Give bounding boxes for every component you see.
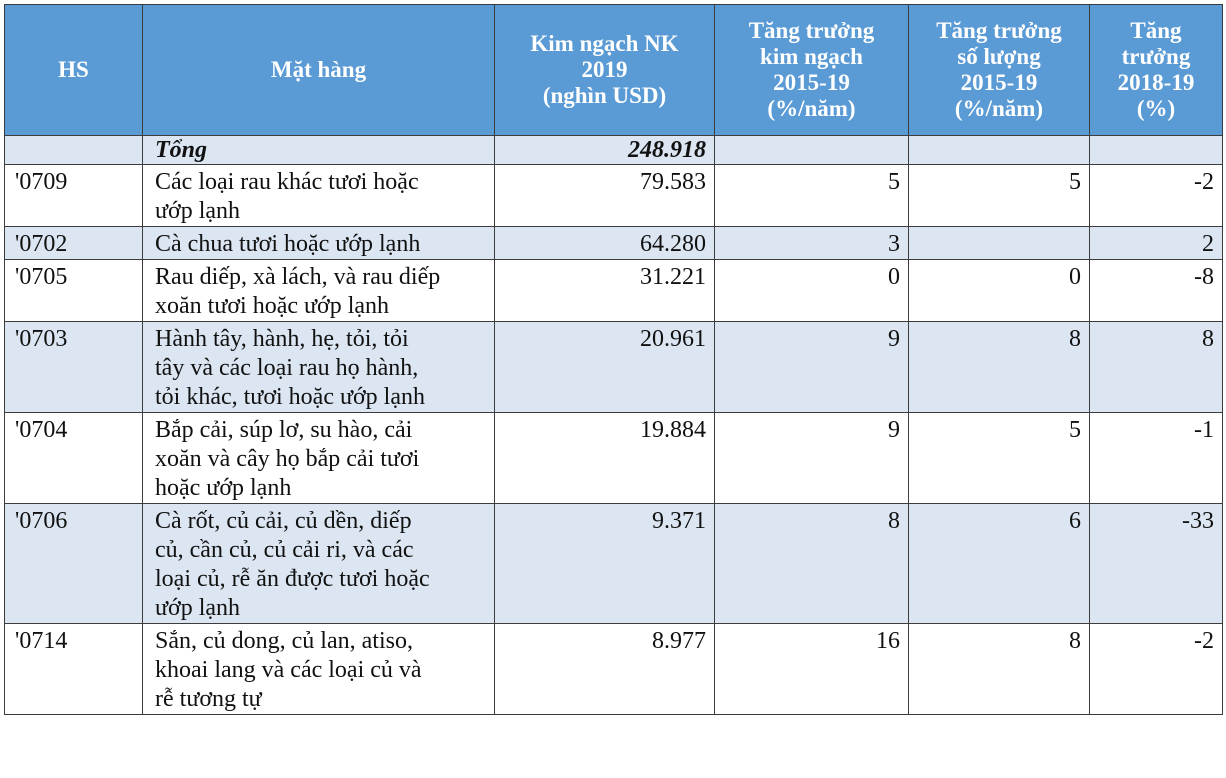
item-name-line: Cà rốt, củ cải, củ dền, diếp [155, 508, 412, 534]
item-name-cell [143, 504, 495, 624]
item-name-line: Sắn, củ dong, củ lan, atiso, [155, 628, 413, 654]
table-row [5, 413, 1223, 504]
table-row [5, 504, 1223, 624]
value-growth-cell: 5 [715, 165, 909, 227]
growth-2018-19-cell: -8 [1090, 260, 1223, 322]
growth-2018-19-cell: -33 [1090, 504, 1223, 624]
growth-2018-19-cell: 2 [1090, 227, 1223, 260]
value-growth-cell: 9 [715, 413, 909, 504]
item-name-line: củ, cần củ, củ cải ri, và các [155, 537, 414, 563]
total-value-growth-cell [715, 136, 909, 165]
hs-code-cell: '0704 [5, 413, 143, 504]
total-quantity-growth-cell [909, 136, 1090, 165]
total-hs-cell [5, 136, 143, 165]
table-row [5, 624, 1223, 715]
quantity-growth-cell: 5 [909, 413, 1090, 504]
import-value-cell: 8.977 [495, 624, 715, 715]
import-value-cell: 9.371 [495, 504, 715, 624]
item-name-cell [143, 624, 495, 715]
table-row [5, 227, 1223, 260]
item-name-line: Các loại rau khác tươi hoặc [155, 169, 419, 195]
table-row [5, 260, 1223, 322]
import-table-container [4, 4, 1222, 715]
item-name-line: rễ tương tự [155, 686, 262, 712]
total-label: Tổng [143, 136, 495, 165]
total-value: 248.918 [495, 136, 715, 165]
growth-2018-19-cell: -2 [1090, 165, 1223, 227]
import-value-cell: 31.221 [495, 260, 715, 322]
value-growth-cell: 3 [715, 227, 909, 260]
hs-code-cell: '0703 [5, 322, 143, 413]
item-name-line: tây và các loại rau họ hành, [155, 355, 419, 381]
item-name-cell [143, 260, 495, 322]
import-table [4, 4, 1223, 715]
import-value-cell: 20.961 [495, 322, 715, 413]
growth-2018-19-cell: 8 [1090, 322, 1223, 413]
item-name-line: khoai lang và các loại củ và [155, 657, 422, 683]
import-value-cell: 19.884 [495, 413, 715, 504]
hs-code-cell: '0709 [5, 165, 143, 227]
quantity-growth-cell: 8 [909, 624, 1090, 715]
header-row [5, 5, 1223, 136]
total-row [5, 136, 1223, 165]
item-name-line: Rau diếp, xà lách, và rau diếp [155, 264, 441, 290]
item-name-line: Bắp cải, súp lơ, su hào, cải [155, 417, 413, 443]
quantity-growth-cell [909, 227, 1090, 260]
import-value-cell: 79.583 [495, 165, 715, 227]
hs-code-cell: '0705 [5, 260, 143, 322]
hs-code-cell: '0702 [5, 227, 143, 260]
item-name-line: ướp lạnh [155, 595, 241, 621]
item-name-line: ướp lạnh [155, 198, 241, 224]
value-growth-cell: 0 [715, 260, 909, 322]
item-name-line: xoăn tươi hoặc ướp lạnh [155, 293, 390, 319]
growth-2018-19-cell: -1 [1090, 413, 1223, 504]
quantity-growth-cell: 6 [909, 504, 1090, 624]
value-growth-cell: 16 [715, 624, 909, 715]
item-name-cell [143, 413, 495, 504]
hs-code-cell: '0706 [5, 504, 143, 624]
item-name-line: hoặc ướp lạnh [155, 475, 292, 501]
item-name-cell [143, 322, 495, 413]
header-import-value: Kim ngạch NK 2019 (nghìn USD) [495, 5, 715, 136]
value-growth-cell: 9 [715, 322, 909, 413]
header-growth-2018-19: Tăng trưởng 2018-19 (%) [1090, 5, 1223, 136]
item-name-line: Cà chua tươi hoặc ướp lạnh [155, 231, 421, 257]
quantity-growth-cell: 5 [909, 165, 1090, 227]
item-name-cell [143, 165, 495, 227]
table-row [5, 322, 1223, 413]
item-name-cell [143, 227, 495, 260]
total-growth-cell [1090, 136, 1223, 165]
growth-2018-19-cell: -2 [1090, 624, 1223, 715]
header-value-growth: Tăng trưởng kim ngạch 2015-19 (%/năm) [715, 5, 909, 136]
value-growth-cell: 8 [715, 504, 909, 624]
item-name-line: xoăn và cây họ bắp cải tươi [155, 446, 420, 472]
quantity-growth-cell: 8 [909, 322, 1090, 413]
quantity-growth-cell: 0 [909, 260, 1090, 322]
item-name-line: tỏi khác, tươi hoặc ướp lạnh [155, 384, 425, 410]
header-hs: HS [5, 5, 143, 136]
header-quantity-growth: Tăng trưởng số lượng 2015-19 (%/năm) [909, 5, 1090, 136]
item-name-line: loại củ, rễ ăn được tươi hoặc [155, 566, 430, 592]
import-value-cell: 64.280 [495, 227, 715, 260]
table-row [5, 165, 1223, 227]
hs-code-cell: '0714 [5, 624, 143, 715]
header-item: Mặt hàng [143, 5, 495, 136]
item-name-line: Hành tây, hành, hẹ, tỏi, tỏi [155, 326, 409, 352]
